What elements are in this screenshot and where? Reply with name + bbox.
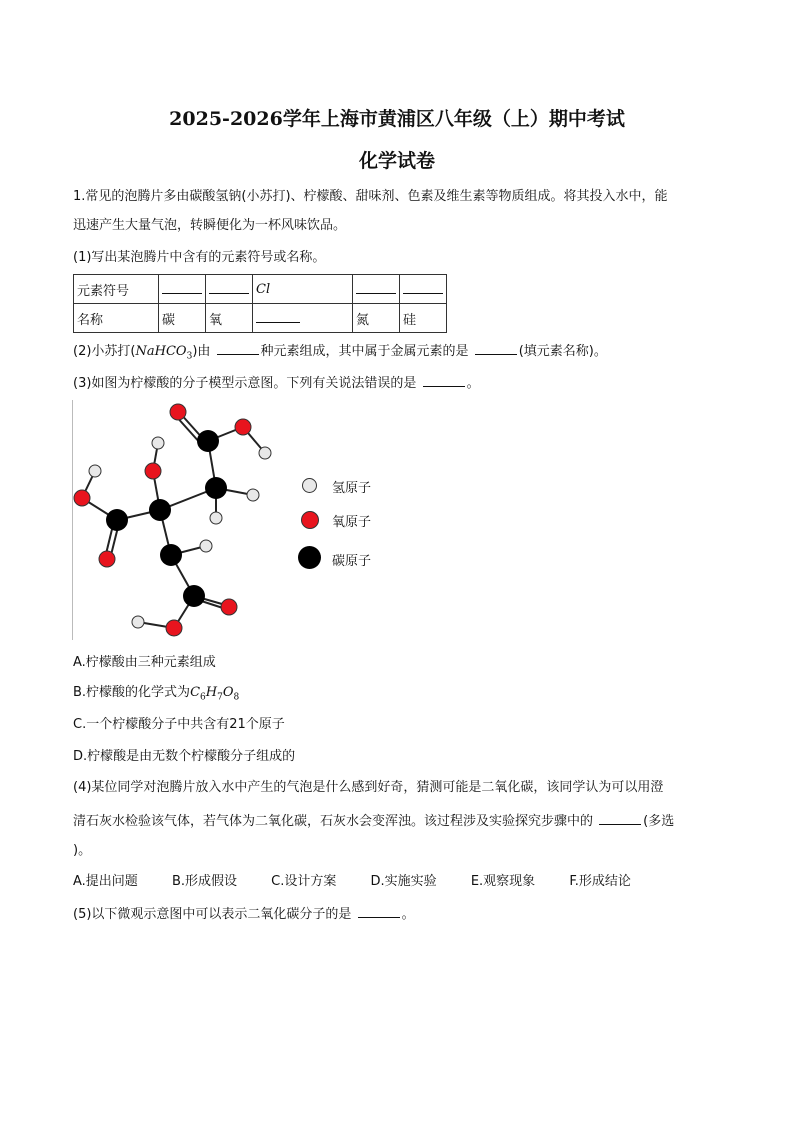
blank-cell[interactable]: [253, 304, 353, 333]
option-item: D.实施实验: [370, 874, 437, 889]
option-c: C.一个柠檬酸分子中共含有21个原子: [73, 717, 285, 732]
name-cell: 碳: [159, 304, 206, 333]
blank-cell[interactable]: [159, 275, 206, 304]
hydrogen-atom: [152, 437, 164, 449]
exam-subtitle: 化学试卷: [358, 150, 435, 172]
oxygen-atom: [221, 599, 237, 615]
hydrogen-atom: [89, 465, 101, 477]
carbon-legend-icon: [298, 546, 321, 569]
formula-citric-acid: $C_6H_7O_8$: [190, 685, 240, 703]
option-item: A.提出问题: [73, 874, 138, 889]
oxygen-atom: [145, 463, 161, 479]
element-table: [73, 274, 447, 333]
answer-blank[interactable]: [217, 342, 259, 355]
name-cell: 硅: [400, 304, 447, 333]
option-item: B.形成假设: [171, 874, 238, 889]
carbon-atom: [197, 430, 219, 452]
carbon-atom: [183, 585, 205, 607]
q1-part4-line3: )。: [73, 843, 92, 858]
exam-title: 2025-2026学年上海市黄浦区八年级（上）期中考试: [169, 108, 625, 130]
answer-blank[interactable]: [475, 342, 517, 355]
part4-options: [73, 874, 661, 890]
carbon-atom: [106, 509, 128, 531]
hydrogen-atom: [210, 512, 222, 524]
oxygen-atom: [99, 551, 115, 567]
hydrogen-atom: [200, 540, 212, 552]
table-header-name: 名称: [74, 304, 159, 333]
formula-nahco3: NaHCO$_3$: [135, 344, 193, 362]
answer-blank[interactable]: [599, 812, 641, 825]
legend-carbon-label: 碳原子: [332, 554, 372, 569]
carbon-atom: [205, 477, 227, 499]
blank-cell[interactable]: [353, 275, 400, 304]
option-item: F.形成结论: [569, 874, 631, 889]
answer-blank[interactable]: [423, 374, 465, 387]
option-item: C.设计方案: [271, 874, 337, 889]
q1-intro-line2: 迅速产生大量气泡，转瞬便化为一杯风味饮品。: [73, 218, 347, 233]
atoms: [74, 404, 271, 636]
table-row-names: [74, 304, 447, 333]
option-b: B.柠檬酸的化学式为$C_6H_7O_8$: [73, 685, 240, 703]
option-a: A.柠檬酸由三种元素组成: [73, 655, 216, 670]
symbol-cl: Cl: [256, 281, 271, 297]
oxygen-legend-icon: [301, 511, 319, 529]
hydrogen-atom: [132, 616, 144, 628]
answer-blank[interactable]: [358, 905, 400, 918]
name-cell: 氧: [206, 304, 253, 333]
oxygen-atom: [166, 620, 182, 636]
table-row-symbols: [74, 275, 447, 304]
blank-cell[interactable]: [400, 275, 447, 304]
q1-part4-line2: 清石灰水检验该气体，若气体为二氧化碳，石灰水会变浑浊。该过程涉及实验探究步骤中的 (多选: [73, 814, 675, 829]
carbon-atom: [149, 499, 171, 521]
hydrogen-atom: [247, 489, 259, 501]
legend-oxygen-label: 氧原子: [332, 515, 372, 530]
symbol-cell: [253, 275, 353, 304]
option-item: E.观察现象: [470, 874, 536, 889]
oxygen-atom: [235, 419, 251, 435]
table-header-symbol: 元素符号: [74, 275, 159, 304]
oxygen-atom: [170, 404, 186, 420]
q1-part1: (1)写出某泡腾片中含有的元素符号或名称。: [73, 250, 326, 265]
carbon-atom: [160, 544, 182, 566]
oxygen-atom: [74, 490, 90, 506]
legend-hydrogen-label: 氢原子: [332, 481, 372, 496]
q1-part2: (2)小苏打(NaHCO$_3$)由 种元素组成，其中属于金属元素的是 (填元素名称)。: [73, 344, 607, 362]
option-d: D.柠檬酸是由无数个柠檬酸分子组成的: [73, 749, 296, 764]
q1-part3: (3)如图为柠檬酸的分子模型示意图。下列有关说法错误的是 。: [73, 376, 480, 391]
blank-cell[interactable]: [206, 275, 253, 304]
q1-part4-line1: (4)某位同学对泡腾片放入水中产生的气泡是什么感到好奇，猜测可能是二氧化碳，该同学认为可以用澄: [73, 780, 664, 795]
q1-part5: (5)以下微观示意图中可以表示二氧化碳分子的是 。: [73, 907, 415, 922]
hydrogen-atom: [259, 447, 271, 459]
hydrogen-legend-icon: [302, 478, 317, 493]
name-cell: 氮: [353, 304, 400, 333]
citric-acid-molecule-diagram: [72, 400, 292, 640]
q1-intro-line1: 1.常见的泡腾片多由碳酸氢钠(小苏打)、柠檬酸、甜味剂、色素及维生素等物质组成。将其投入水中，能: [73, 189, 668, 204]
